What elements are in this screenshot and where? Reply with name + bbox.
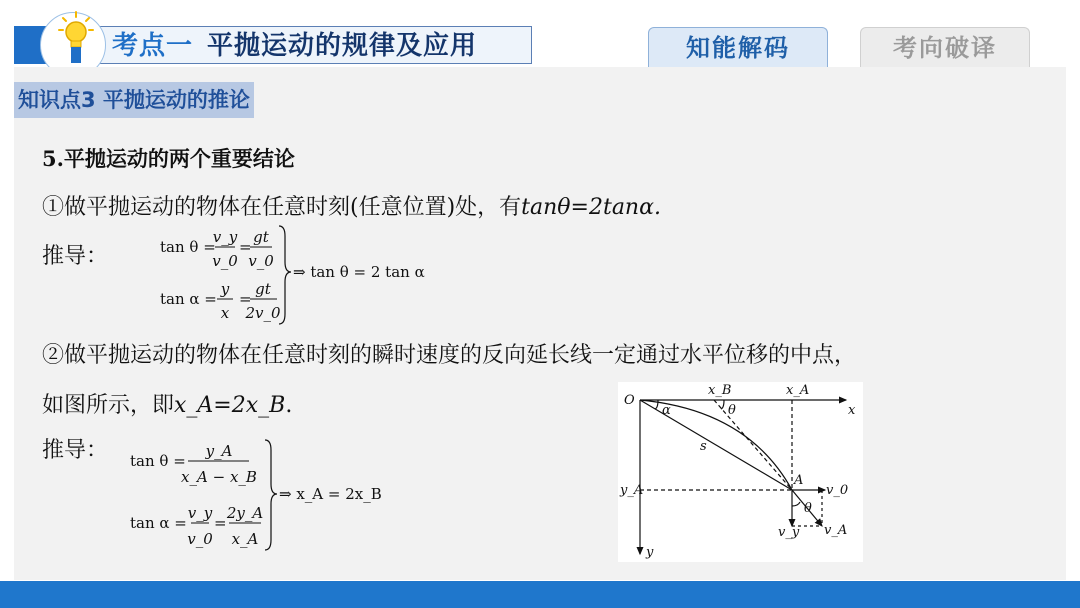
label-theta-bottom: θ — [804, 501, 812, 516]
item1-line — [42, 190, 661, 221]
d1-line1-frac1-den: v_0 — [212, 252, 238, 270]
d1-line1-eq: = — [239, 238, 252, 256]
derive-label-1: 推导： — [42, 244, 109, 269]
label-s: s — [700, 439, 707, 454]
label-vy: v_y — [778, 525, 800, 540]
d2-line2-frac1-den: v_0 — [187, 530, 213, 548]
section-label: 知识点3 平抛运动的推论 — [14, 82, 254, 118]
derive-label-2: 推导： — [42, 438, 109, 463]
d2-line1-den: x_A − x_B — [181, 468, 257, 486]
d2-result: ⇒ x_A = 2x_B — [279, 485, 382, 503]
item2-line1: ②做平抛运动的物体在任意时刻的瞬时速度的反向延长线一定通过水平位移的中点， — [42, 343, 857, 368]
content-heading: 5.平抛运动的两个重要结论 — [42, 146, 295, 171]
page-title — [112, 28, 477, 64]
label-yA: y_A — [620, 483, 644, 498]
d1-line2-frac1-den: x — [220, 304, 230, 322]
d1-line1-lhs: tan θ = — [160, 238, 216, 256]
projectile-diagram — [618, 382, 863, 562]
d2-line2-lhs: tan α = — [130, 514, 187, 532]
light-bulb-icon — [58, 10, 94, 66]
d2-line2-frac1-num: v_y — [187, 504, 213, 522]
derivation-1 — [155, 222, 455, 328]
tab-zhineng-jiema[interactable]: 知能解码 — [648, 27, 828, 67]
kaodian-label: 考点一 — [112, 31, 194, 61]
label-vA: v_A — [824, 523, 848, 538]
label-y-axis: y — [646, 545, 654, 560]
header — [0, 0, 1080, 70]
d1-line2-frac1-num: y — [220, 280, 230, 298]
d2-line2-eq: = — [214, 514, 227, 532]
label-xB: x_B — [708, 383, 732, 398]
item2-line2: 如图所示，即x_A=2x_B. — [42, 393, 293, 418]
label-v0: v_0 — [826, 483, 849, 498]
d1-line2-eq: = — [239, 290, 252, 308]
item2-formula: x_A=2x_B — [174, 393, 286, 418]
d1-result: ⇒ tan θ = 2 tan α — [293, 263, 425, 281]
label-x-axis: x — [848, 403, 856, 418]
d1-line2-lhs: tan α = — [160, 290, 217, 308]
label-alpha: α — [662, 403, 671, 418]
item1-text: ①做平抛运动的物体在任意时刻(任意位置)处，有 — [42, 195, 522, 220]
label-origin: O — [624, 393, 635, 408]
theta-top-arc — [721, 400, 724, 409]
d2-line2-frac2-num: 2y_A — [226, 504, 264, 522]
derivation-2 — [125, 436, 395, 556]
tab-kaoxiang-poyi[interactable]: 考向破译 — [860, 27, 1030, 67]
d2-line2-frac2-den: x_A — [231, 530, 259, 548]
d2-line1-num: y_A — [205, 442, 233, 460]
d1-line2-frac2-num: gt — [255, 280, 271, 298]
item2-text: 如图所示，即 — [42, 393, 175, 418]
label-theta-top: θ — [728, 403, 736, 418]
d1-line1-frac2-num: gt — [253, 228, 269, 246]
label-xA: x_A — [786, 383, 810, 398]
theta-bottom-arc — [792, 502, 800, 506]
d1-line1-frac2-den: v_0 — [248, 252, 274, 270]
item1-formula: tanθ=2tanα. — [521, 195, 661, 220]
title-text: 平抛运动的规律及应用 — [207, 31, 478, 61]
d2-line1-lhs: tan θ = — [130, 452, 186, 470]
footer-bar — [0, 581, 1080, 608]
d1-brace — [279, 226, 291, 324]
d1-line1-frac1-num: v_y — [212, 228, 238, 246]
d1-line2-frac2-den: 2v_0 — [245, 304, 281, 322]
d2-brace — [265, 440, 277, 550]
tangent-extension — [714, 400, 792, 490]
label-point-A: A — [794, 473, 804, 488]
